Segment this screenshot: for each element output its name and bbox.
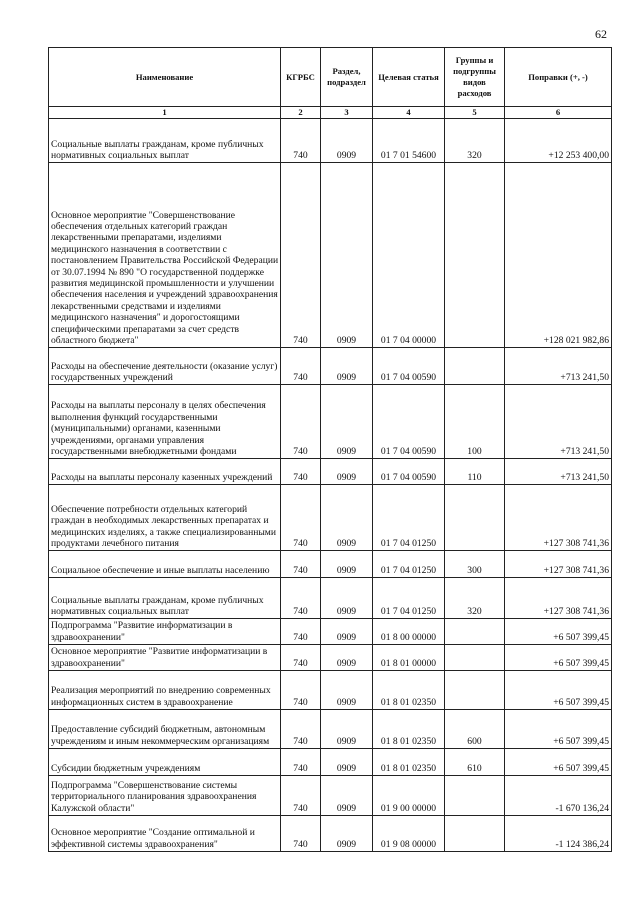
row-section: 0909 [321,485,373,551]
row-section: 0909 [321,749,373,776]
row-group [445,163,505,348]
header-kgrbs: КГРБС [281,48,321,107]
row-section: 0909 [321,459,373,485]
row-name: Социальное обеспечение и иные выплаты населению [49,551,281,578]
row-name: Основное мероприятие "Создание оптимальной и эффективной системы здравоохранения" [49,816,281,852]
row-amount: +127 308 741,36 [505,551,612,578]
row-name: Социальные выплаты гражданам, кроме публичных нормативных социальных выплат [49,119,281,163]
row-target: 01 7 04 00590 [373,459,445,485]
column-number: 6 [505,107,612,119]
row-kgrbs: 740 [281,749,321,776]
row-section: 0909 [321,776,373,816]
row-name: Расходы на выплаты персоналу казенных учреждений [49,459,281,485]
row-group: 320 [445,578,505,619]
row-kgrbs: 740 [281,710,321,749]
row-amount: +713 241,50 [505,459,612,485]
table-row [49,671,612,710]
row-amount: +713 241,50 [505,348,612,385]
row-kgrbs: 740 [281,485,321,551]
row-target: 01 8 01 02350 [373,671,445,710]
row-target: 01 8 00 00000 [373,619,445,645]
row-name: Подпрограмма "Развитие информатизации в здравоохранении" [49,619,281,645]
header-section: Раздел, подраздел [321,48,373,107]
row-name: Реализация мероприятий по внедрению современных информационных систем в здравоохранение [49,671,281,710]
row-target: 01 7 04 01250 [373,578,445,619]
row-kgrbs: 740 [281,348,321,385]
row-kgrbs: 740 [281,671,321,710]
row-target: 01 8 01 02350 [373,710,445,749]
row-group [445,485,505,551]
row-name: Субсидии бюджетным учреждениям [49,749,281,776]
column-number-row [49,107,612,119]
row-group: 300 [445,551,505,578]
row-kgrbs: 740 [281,385,321,459]
column-number: 5 [445,107,505,119]
header-amendments: Поправки (+, -) [505,48,612,107]
row-name: Расходы на выплаты персоналу в целях обеспечения выполнения функций государственными (муниципальными) органами, казенными учреждениями, органами управления государственными внебюджетными фондами [49,385,281,459]
row-section: 0909 [321,578,373,619]
row-name: Обеспечение потребности отдельных категорий граждан в необходимых лекарственных препаратах и медицинских изделиях, а также специализированными продуктами лечебного питания [49,485,281,551]
row-section: 0909 [321,163,373,348]
budget-amendments-table [48,47,612,852]
row-target: 01 7 04 01250 [373,551,445,578]
row-amount: +12 253 400,00 [505,119,612,163]
row-section: 0909 [321,119,373,163]
table-row [49,485,612,551]
row-amount: +128 021 982,86 [505,163,612,348]
row-kgrbs: 740 [281,578,321,619]
row-name: Основное мероприятие "Развитие информатизации в здравоохранении" [49,645,281,671]
table-header-row [49,48,612,107]
table-row [49,551,612,578]
row-section: 0909 [321,671,373,710]
table-row [49,816,612,852]
row-section: 0909 [321,348,373,385]
row-target: 01 9 08 00000 [373,816,445,852]
table-row [49,348,612,385]
header-name: Наименование [49,48,281,107]
table-row [49,710,612,749]
row-name: Основное мероприятие "Совершенствование обеспечения отдельных категорий граждан лекарственными препаратами, изделиями медицинского назначения в соответствии с постановлением Правительства Российской Федерации от 30.07.1994 № 890 "О государственной поддержке развития медицинской промышленности и улучшении обеспечения населения и учреждений здравоохранения лекарственными средствами и изделиями медицинского назначения" и дорогостоящими специфическими препаратами за счет средств областного бюджета" [49,163,281,348]
row-group: 110 [445,459,505,485]
row-amount: +713 241,50 [505,385,612,459]
row-group: 100 [445,385,505,459]
table-row [49,645,612,671]
header-target: Целевая статья [373,48,445,107]
row-target: 01 7 01 54600 [373,119,445,163]
row-amount: +127 308 741,36 [505,485,612,551]
row-amount: +6 507 399,45 [505,749,612,776]
row-amount: -1 124 386,24 [505,816,612,852]
table-row [49,619,612,645]
table-row [49,119,612,163]
row-amount: +6 507 399,45 [505,619,612,645]
column-number: 3 [321,107,373,119]
table-row [49,459,612,485]
row-group [445,816,505,852]
table-row [49,776,612,816]
row-target: 01 9 00 00000 [373,776,445,816]
row-amount: -1 670 136,24 [505,776,612,816]
row-kgrbs: 740 [281,776,321,816]
row-target: 01 7 04 01250 [373,485,445,551]
row-kgrbs: 740 [281,459,321,485]
row-section: 0909 [321,619,373,645]
row-target: 01 7 04 00590 [373,348,445,385]
column-number: 2 [281,107,321,119]
row-name: Социальные выплаты гражданам, кроме публичных нормативных социальных выплат [49,578,281,619]
row-section: 0909 [321,551,373,578]
row-name: Подпрограмма "Совершенствование системы территориального планирования здравоохранения Калужской области" [49,776,281,816]
table-row [49,385,612,459]
row-group [445,348,505,385]
row-group [445,671,505,710]
row-amount: +6 507 399,45 [505,710,612,749]
row-group [445,645,505,671]
row-name: Расходы на обеспечение деятельности (оказание услуг) государственных учреждений [49,348,281,385]
row-amount: +6 507 399,45 [505,645,612,671]
row-kgrbs: 740 [281,119,321,163]
row-section: 0909 [321,385,373,459]
row-target: 01 7 04 00000 [373,163,445,348]
table-row [49,163,612,348]
table-row [49,749,612,776]
row-kgrbs: 740 [281,645,321,671]
page-number: 62 [595,27,607,41]
row-group: 320 [445,119,505,163]
table-row [49,578,612,619]
row-section: 0909 [321,816,373,852]
row-target: 01 8 01 00000 [373,645,445,671]
row-amount: +6 507 399,45 [505,671,612,710]
row-group [445,776,505,816]
column-number: 1 [49,107,281,119]
row-section: 0909 [321,710,373,749]
row-kgrbs: 740 [281,619,321,645]
row-name: Предоставление субсидий бюджетным, автономным учреждениям и иным некоммерческим организациям [49,710,281,749]
row-group: 610 [445,749,505,776]
row-target: 01 7 04 00590 [373,385,445,459]
column-number: 4 [373,107,445,119]
row-kgrbs: 740 [281,816,321,852]
header-groups: Группы и подгруппы видов расходов [445,48,505,107]
row-target: 01 8 01 02350 [373,749,445,776]
row-section: 0909 [321,645,373,671]
row-group [445,619,505,645]
row-kgrbs: 740 [281,551,321,578]
row-kgrbs: 740 [281,163,321,348]
row-group: 600 [445,710,505,749]
row-amount: +127 308 741,36 [505,578,612,619]
